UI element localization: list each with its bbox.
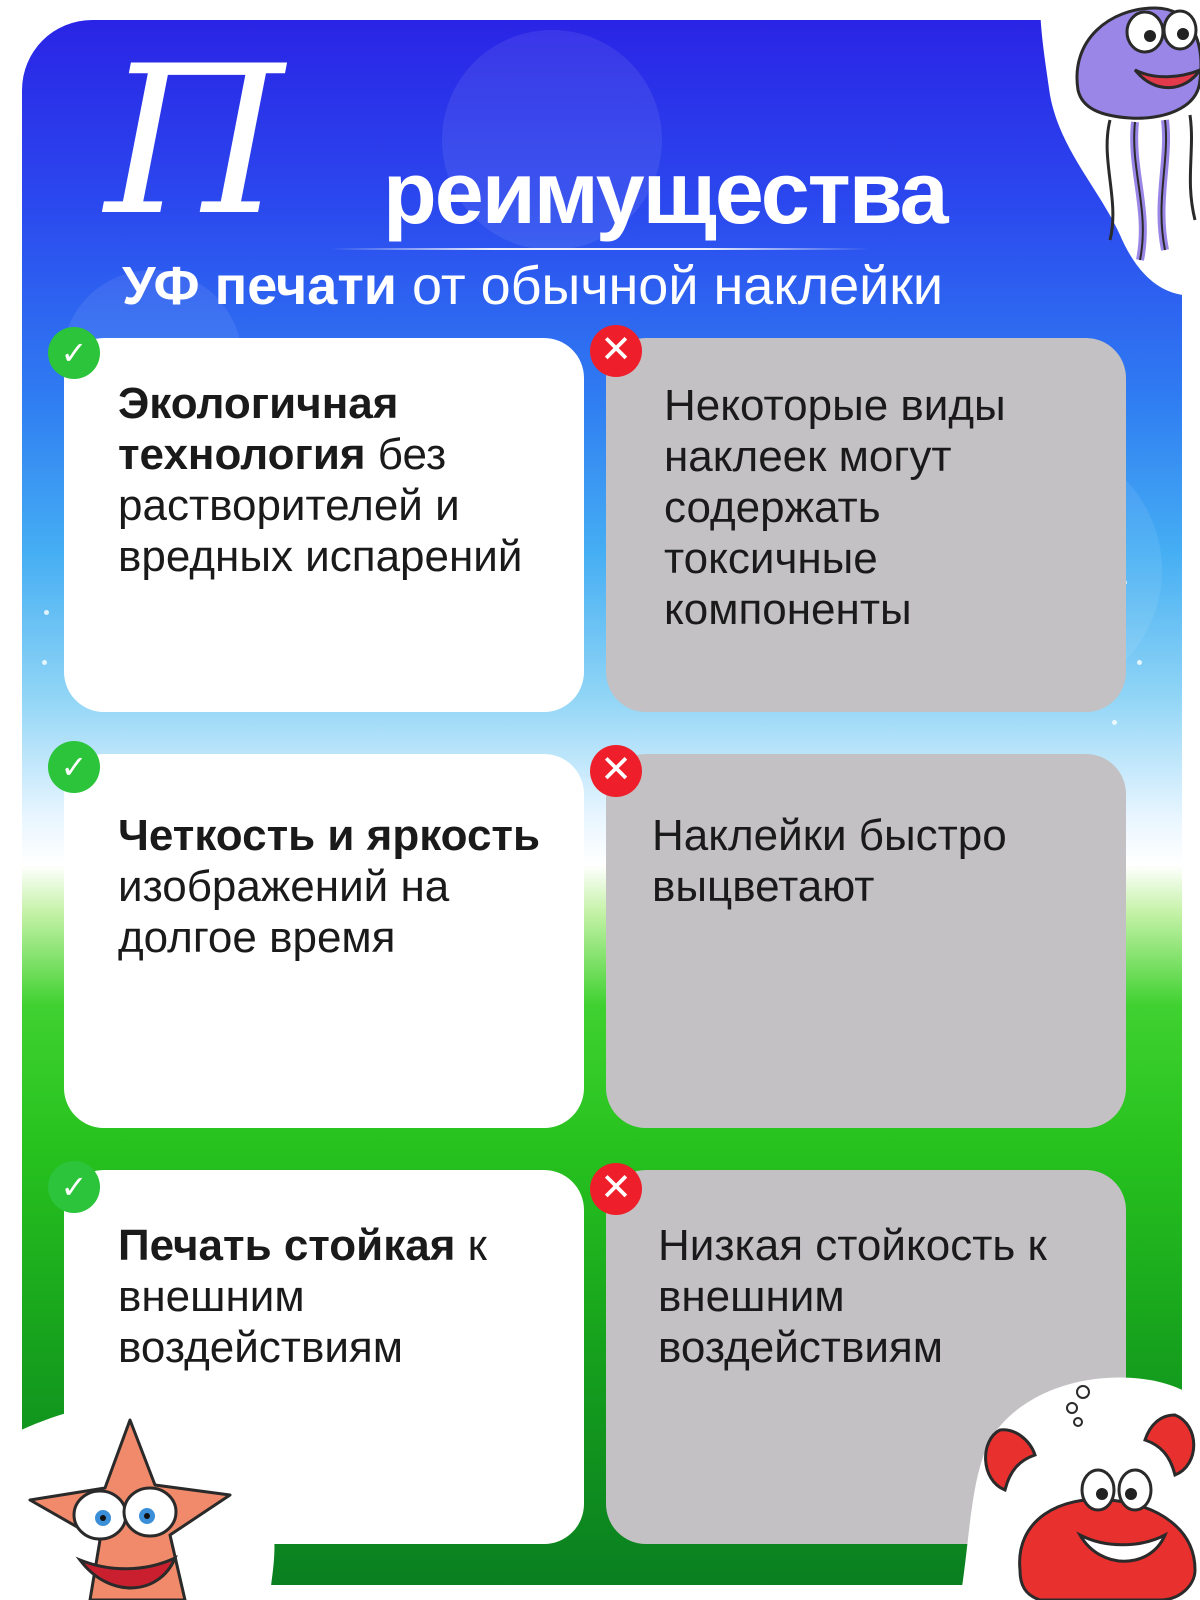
- pro-text-regular: изображений на долгое время: [118, 862, 450, 962]
- check-icon: ✓: [48, 1161, 100, 1213]
- con-card: [606, 754, 1126, 1128]
- subtitle-bold: УФ печати: [122, 256, 397, 316]
- pro-text-regular: без растворителей и вредных испарений: [118, 430, 523, 581]
- pro-text-regular: к внешним воздействиям: [118, 1221, 487, 1372]
- pro-text-bold: Печать стойкая: [118, 1221, 456, 1270]
- jellyfish-illustration: [1040, 0, 1200, 300]
- title-initial: П: [105, 23, 280, 261]
- cross-icon: ✕: [590, 325, 642, 377]
- page-title: реимущества: [383, 143, 947, 242]
- check-icon: ✓: [48, 741, 100, 793]
- subtitle-regular: от обычной наклейки: [411, 256, 944, 316]
- pro-text: [118, 1220, 560, 1373]
- sparkle: [44, 610, 49, 615]
- sparkle: [1137, 660, 1142, 665]
- pro-text: [118, 378, 560, 582]
- pro-text-bold: Четкость и яркость: [118, 811, 541, 860]
- pro-card: [64, 754, 584, 1128]
- con-text: Низкая стойкость к внешним воздействиям: [658, 1221, 1047, 1372]
- pro-card: [64, 338, 584, 712]
- con-text: Некоторые виды наклеек могут содержать токсичные компоненты: [664, 381, 1006, 634]
- cross-icon: ✕: [590, 745, 642, 797]
- sparkle: [1112, 720, 1117, 725]
- pro-text-bold: Экологичная технология: [118, 379, 399, 479]
- page-subtitle: [122, 256, 1122, 316]
- starfish-illustration: [0, 1400, 280, 1600]
- sparkle: [42, 660, 47, 665]
- title-divider: [330, 248, 870, 250]
- pro-text: [118, 810, 560, 963]
- cross-icon: ✕: [590, 1163, 642, 1215]
- con-card: [606, 338, 1126, 712]
- con-text: Наклейки быстро выцветают: [652, 811, 1007, 911]
- crab-illustration: [960, 1370, 1200, 1600]
- check-icon: ✓: [48, 327, 100, 379]
